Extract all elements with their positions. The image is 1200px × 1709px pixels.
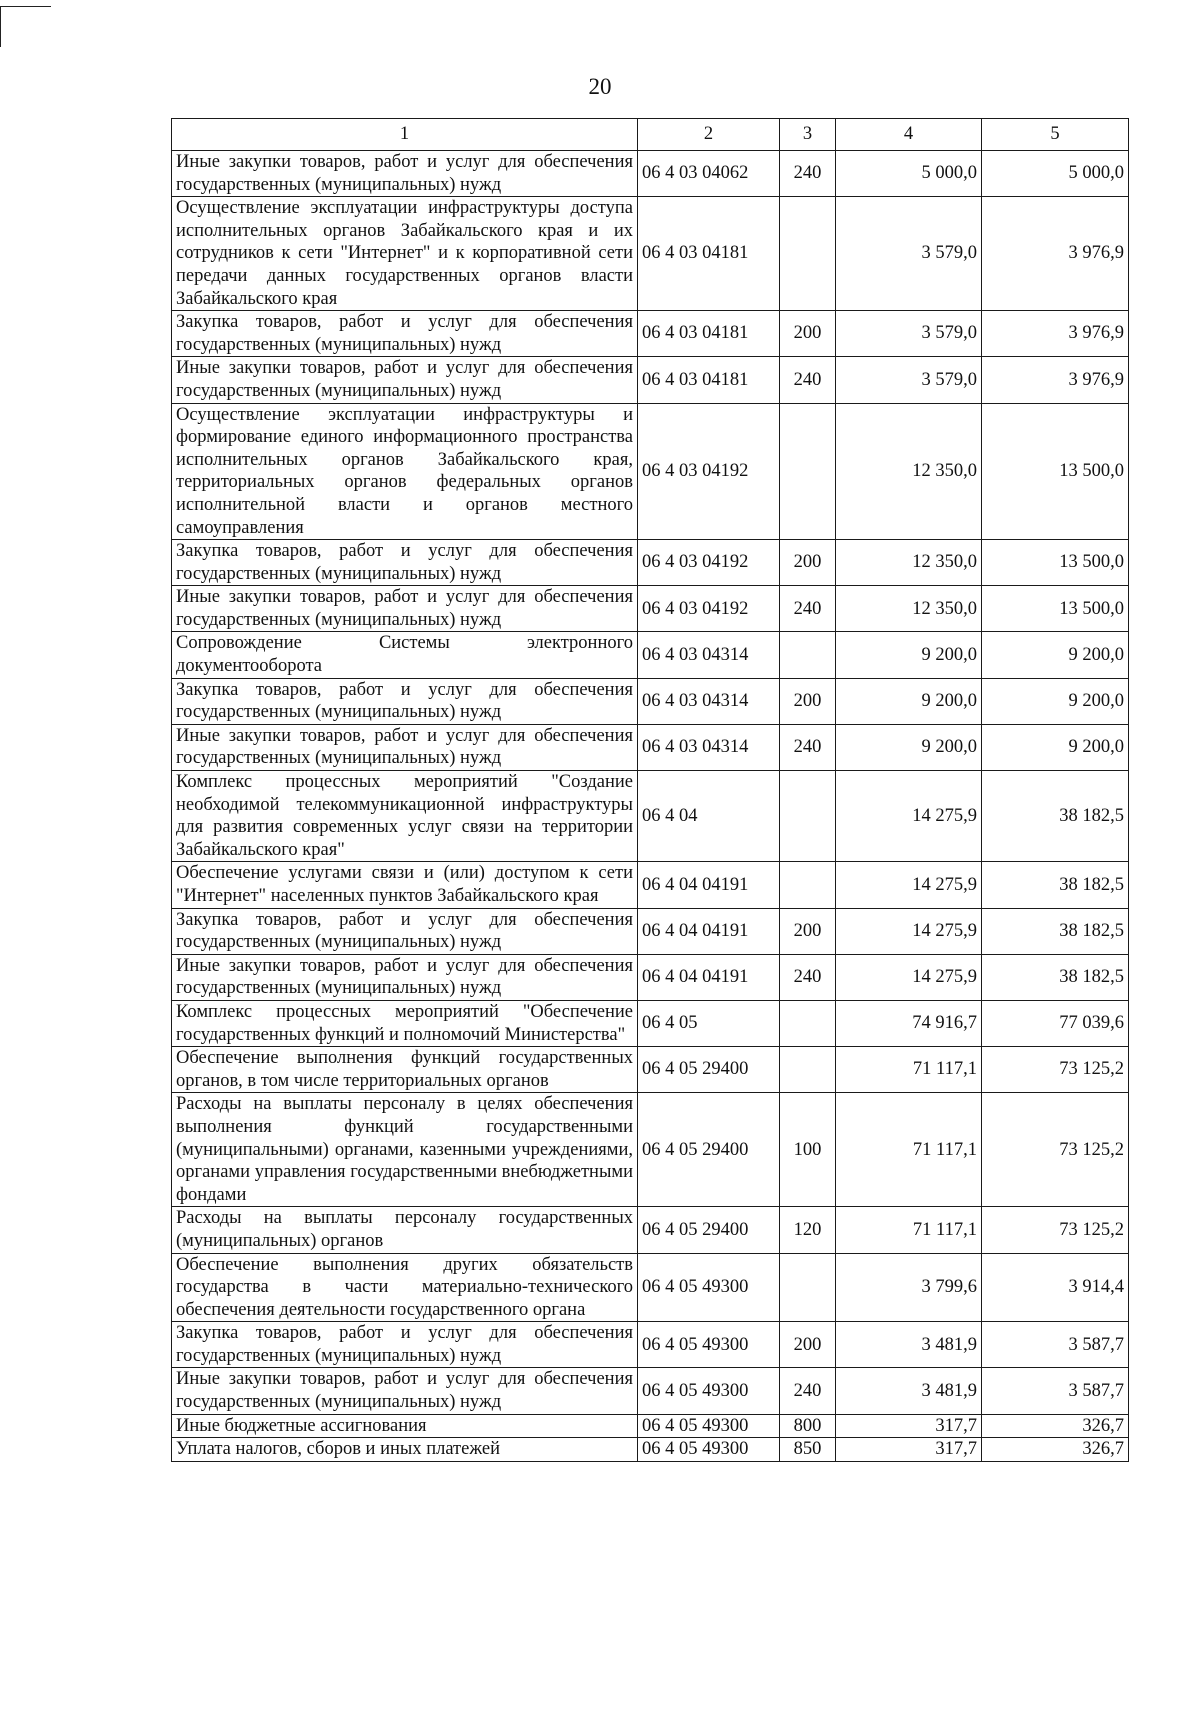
row-amount-year-1: 317,7 bbox=[836, 1438, 982, 1462]
page-number: 20 bbox=[588, 74, 612, 99]
row-expense-type bbox=[780, 771, 836, 862]
table-row bbox=[172, 1438, 1129, 1462]
row-expense-type: 850 bbox=[780, 1438, 836, 1462]
row-expense-type bbox=[780, 403, 836, 540]
table-row bbox=[172, 1253, 1129, 1322]
row-amount-year-1: 9 200,0 bbox=[836, 724, 982, 770]
row-description: Расходы на выплаты персоналу в целях обеспечения выполнения функций государственными (муниципальными) органами, казенными учреждениями, органами управления государственными внебюджетными фондами bbox=[172, 1093, 638, 1207]
row-description: Закупка товаров, работ и услуг для обеспечения государственных (муниципальных) нужд bbox=[172, 1322, 638, 1368]
table-row bbox=[172, 197, 1129, 311]
row-amount-year-2: 73 125,2 bbox=[982, 1093, 1129, 1207]
row-amount-year-1: 9 200,0 bbox=[836, 678, 982, 724]
row-amount-year-2: 13 500,0 bbox=[982, 403, 1129, 540]
table-row bbox=[172, 862, 1129, 908]
row-amount-year-2: 38 182,5 bbox=[982, 954, 1129, 1000]
row-target-code: 06 4 05 49300 bbox=[638, 1438, 780, 1462]
row-expense-type: 200 bbox=[780, 678, 836, 724]
row-amount-year-2: 9 200,0 bbox=[982, 632, 1129, 678]
row-amount-year-2: 13 500,0 bbox=[982, 586, 1129, 632]
row-amount-year-2: 9 200,0 bbox=[982, 678, 1129, 724]
row-target-code: 06 4 05 49300 bbox=[638, 1414, 780, 1438]
table-row bbox=[172, 724, 1129, 770]
header-col-5: 5 bbox=[982, 119, 1129, 151]
row-target-code: 06 4 05 49300 bbox=[638, 1368, 780, 1414]
row-amount-year-1: 3 579,0 bbox=[836, 197, 982, 311]
row-amount-year-2: 3 914,4 bbox=[982, 1253, 1129, 1322]
row-expense-type: 240 bbox=[780, 1368, 836, 1414]
row-target-code: 06 4 05 29400 bbox=[638, 1207, 780, 1253]
row-amount-year-1: 9 200,0 bbox=[836, 632, 982, 678]
row-amount-year-1: 14 275,9 bbox=[836, 771, 982, 862]
row-target-code: 06 4 03 04192 bbox=[638, 586, 780, 632]
table-row bbox=[172, 1093, 1129, 1207]
row-expense-type bbox=[780, 1000, 836, 1046]
row-description: Сопровождение Системы электронного документооборота bbox=[172, 632, 638, 678]
row-target-code: 06 4 04 04191 bbox=[638, 862, 780, 908]
row-description: Расходы на выплаты персоналу государственных (муниципальных) органов bbox=[172, 1207, 638, 1253]
row-description: Закупка товаров, работ и услуг для обеспечения государственных (муниципальных) нужд bbox=[172, 311, 638, 357]
table-body bbox=[172, 151, 1129, 1462]
row-amount-year-1: 3 481,9 bbox=[836, 1368, 982, 1414]
header-col-1: 1 bbox=[172, 119, 638, 151]
row-description: Комплекс процессных мероприятий "Создание необходимой телекоммуникационной инфраструктуры для развития современных услуг связи на территории Забайкальского края" bbox=[172, 771, 638, 862]
row-description: Уплата налогов, сборов и иных платежей bbox=[172, 1438, 638, 1462]
table-row bbox=[172, 1368, 1129, 1414]
header-col-3: 3 bbox=[780, 119, 836, 151]
row-description: Закупка товаров, работ и услуг для обеспечения государственных (муниципальных) нужд bbox=[172, 540, 638, 586]
row-amount-year-1: 71 117,1 bbox=[836, 1047, 982, 1093]
table-row bbox=[172, 1414, 1129, 1438]
row-amount-year-2: 326,7 bbox=[982, 1414, 1129, 1438]
table-row bbox=[172, 678, 1129, 724]
row-target-code: 06 4 03 04314 bbox=[638, 678, 780, 724]
row-expense-type: 200 bbox=[780, 1322, 836, 1368]
row-target-code: 06 4 05 49300 bbox=[638, 1253, 780, 1322]
row-description: Иные бюджетные ассигнования bbox=[172, 1414, 638, 1438]
row-amount-year-1: 12 350,0 bbox=[836, 540, 982, 586]
row-target-code: 06 4 03 04192 bbox=[638, 540, 780, 586]
scan-corner-mark bbox=[0, 6, 51, 47]
row-amount-year-2: 3 976,9 bbox=[982, 311, 1129, 357]
row-amount-year-1: 12 350,0 bbox=[836, 586, 982, 632]
row-expense-type: 800 bbox=[780, 1414, 836, 1438]
row-description: Осуществление эксплуатации инфраструктуры доступа исполнительных органов Забайкальского края и их сотрудников к сети "Интернет" и к корпоративной сети передачи данных государственных органов власти Забайкальского края bbox=[172, 197, 638, 311]
row-description: Иные закупки товаров, работ и услуг для обеспечения государственных (муниципальных) нужд bbox=[172, 357, 638, 403]
row-target-code: 06 4 03 04181 bbox=[638, 357, 780, 403]
row-expense-type: 240 bbox=[780, 357, 836, 403]
row-amount-year-1: 74 916,7 bbox=[836, 1000, 982, 1046]
row-description: Иные закупки товаров, работ и услуг для обеспечения государственных (муниципальных) нужд bbox=[172, 954, 638, 1000]
row-expense-type: 100 bbox=[780, 1093, 836, 1207]
row-expense-type bbox=[780, 1047, 836, 1093]
header-col-4: 4 bbox=[836, 119, 982, 151]
row-amount-year-2: 3 976,9 bbox=[982, 197, 1129, 311]
row-target-code: 06 4 03 04192 bbox=[638, 403, 780, 540]
row-target-code: 06 4 03 04181 bbox=[638, 311, 780, 357]
row-description: Иные закупки товаров, работ и услуг для обеспечения государственных (муниципальных) нужд bbox=[172, 724, 638, 770]
row-description: Иные закупки товаров, работ и услуг для обеспечения государственных (муниципальных) нужд bbox=[172, 151, 638, 197]
row-amount-year-1: 71 117,1 bbox=[836, 1207, 982, 1253]
row-expense-type: 240 bbox=[780, 151, 836, 197]
row-description: Обеспечение выполнения других обязательств государства в части материально-технического обеспечения деятельности государственного органа bbox=[172, 1253, 638, 1322]
row-expense-type bbox=[780, 632, 836, 678]
row-amount-year-1: 3 579,0 bbox=[836, 357, 982, 403]
table-row bbox=[172, 1000, 1129, 1046]
row-target-code: 06 4 03 04314 bbox=[638, 632, 780, 678]
row-amount-year-2: 326,7 bbox=[982, 1438, 1129, 1462]
row-amount-year-1: 3 579,0 bbox=[836, 311, 982, 357]
row-amount-year-2: 3 587,7 bbox=[982, 1322, 1129, 1368]
row-amount-year-1: 14 275,9 bbox=[836, 954, 982, 1000]
row-amount-year-2: 13 500,0 bbox=[982, 540, 1129, 586]
row-expense-type: 200 bbox=[780, 540, 836, 586]
row-expense-type: 240 bbox=[780, 586, 836, 632]
row-target-code: 06 4 03 04314 bbox=[638, 724, 780, 770]
budget-table bbox=[171, 118, 1129, 1462]
row-description: Обеспечение услугами связи и (или) доступом к сети "Интернет" населенных пунктов Забайкальского края bbox=[172, 862, 638, 908]
row-target-code: 06 4 04 04191 bbox=[638, 908, 780, 954]
row-amount-year-1: 317,7 bbox=[836, 1414, 982, 1438]
row-amount-year-2: 9 200,0 bbox=[982, 724, 1129, 770]
row-amount-year-2: 38 182,5 bbox=[982, 908, 1129, 954]
row-amount-year-1: 12 350,0 bbox=[836, 403, 982, 540]
row-description: Иные закупки товаров, работ и услуг для обеспечения государственных (муниципальных) нужд bbox=[172, 586, 638, 632]
row-target-code: 06 4 04 bbox=[638, 771, 780, 862]
table-row bbox=[172, 954, 1129, 1000]
table-row bbox=[172, 586, 1129, 632]
row-expense-type: 200 bbox=[780, 311, 836, 357]
row-target-code: 06 4 05 bbox=[638, 1000, 780, 1046]
row-amount-year-2: 5 000,0 bbox=[982, 151, 1129, 197]
row-expense-type bbox=[780, 862, 836, 908]
table-row bbox=[172, 1322, 1129, 1368]
table-row bbox=[172, 632, 1129, 678]
row-expense-type: 120 bbox=[780, 1207, 836, 1253]
row-expense-type: 240 bbox=[780, 954, 836, 1000]
table-row bbox=[172, 1047, 1129, 1093]
row-amount-year-2: 3 587,7 bbox=[982, 1368, 1129, 1414]
row-description: Осуществление эксплуатации инфраструктуры и формирование единого информационного пространства исполнительных органов Забайкальского края, территориальных органов федеральных органов исполнительной власти и органов местного самоуправления bbox=[172, 403, 638, 540]
row-target-code: 06 4 05 29400 bbox=[638, 1093, 780, 1207]
table-row bbox=[172, 403, 1129, 540]
row-description: Обеспечение выполнения функций государственных органов, в том числе территориальных органов bbox=[172, 1047, 638, 1093]
row-expense-type: 240 bbox=[780, 724, 836, 770]
table-row bbox=[172, 540, 1129, 586]
row-amount-year-2: 3 976,9 bbox=[982, 357, 1129, 403]
row-expense-type bbox=[780, 1253, 836, 1322]
row-description: Иные закупки товаров, работ и услуг для обеспечения государственных (муниципальных) нужд bbox=[172, 1368, 638, 1414]
row-description: Закупка товаров, работ и услуг для обеспечения государственных (муниципальных) нужд bbox=[172, 908, 638, 954]
row-amount-year-2: 38 182,5 bbox=[982, 862, 1129, 908]
row-target-code: 06 4 05 29400 bbox=[638, 1047, 780, 1093]
row-amount-year-1: 5 000,0 bbox=[836, 151, 982, 197]
table-header-row bbox=[172, 119, 1129, 151]
table-row bbox=[172, 771, 1129, 862]
table-row bbox=[172, 311, 1129, 357]
row-description: Комплекс процессных мероприятий "Обеспечение государственных функций и полномочий Министерства" bbox=[172, 1000, 638, 1046]
row-expense-type: 200 bbox=[780, 908, 836, 954]
row-amount-year-2: 38 182,5 bbox=[982, 771, 1129, 862]
table-row bbox=[172, 908, 1129, 954]
row-target-code: 06 4 05 49300 bbox=[638, 1322, 780, 1368]
row-amount-year-1: 14 275,9 bbox=[836, 862, 982, 908]
row-amount-year-2: 73 125,2 bbox=[982, 1207, 1129, 1253]
row-amount-year-1: 14 275,9 bbox=[836, 908, 982, 954]
row-amount-year-1: 3 799,6 bbox=[836, 1253, 982, 1322]
row-expense-type bbox=[780, 197, 836, 311]
header-col-2: 2 bbox=[638, 119, 780, 151]
row-amount-year-1: 3 481,9 bbox=[836, 1322, 982, 1368]
row-amount-year-2: 77 039,6 bbox=[982, 1000, 1129, 1046]
row-description: Закупка товаров, работ и услуг для обеспечения государственных (муниципальных) нужд bbox=[172, 678, 638, 724]
row-amount-year-1: 71 117,1 bbox=[836, 1093, 982, 1207]
table-row bbox=[172, 151, 1129, 197]
row-target-code: 06 4 03 04181 bbox=[638, 197, 780, 311]
row-target-code: 06 4 03 04062 bbox=[638, 151, 780, 197]
table-row bbox=[172, 357, 1129, 403]
table-row bbox=[172, 1207, 1129, 1253]
row-target-code: 06 4 04 04191 bbox=[638, 954, 780, 1000]
row-amount-year-2: 73 125,2 bbox=[982, 1047, 1129, 1093]
